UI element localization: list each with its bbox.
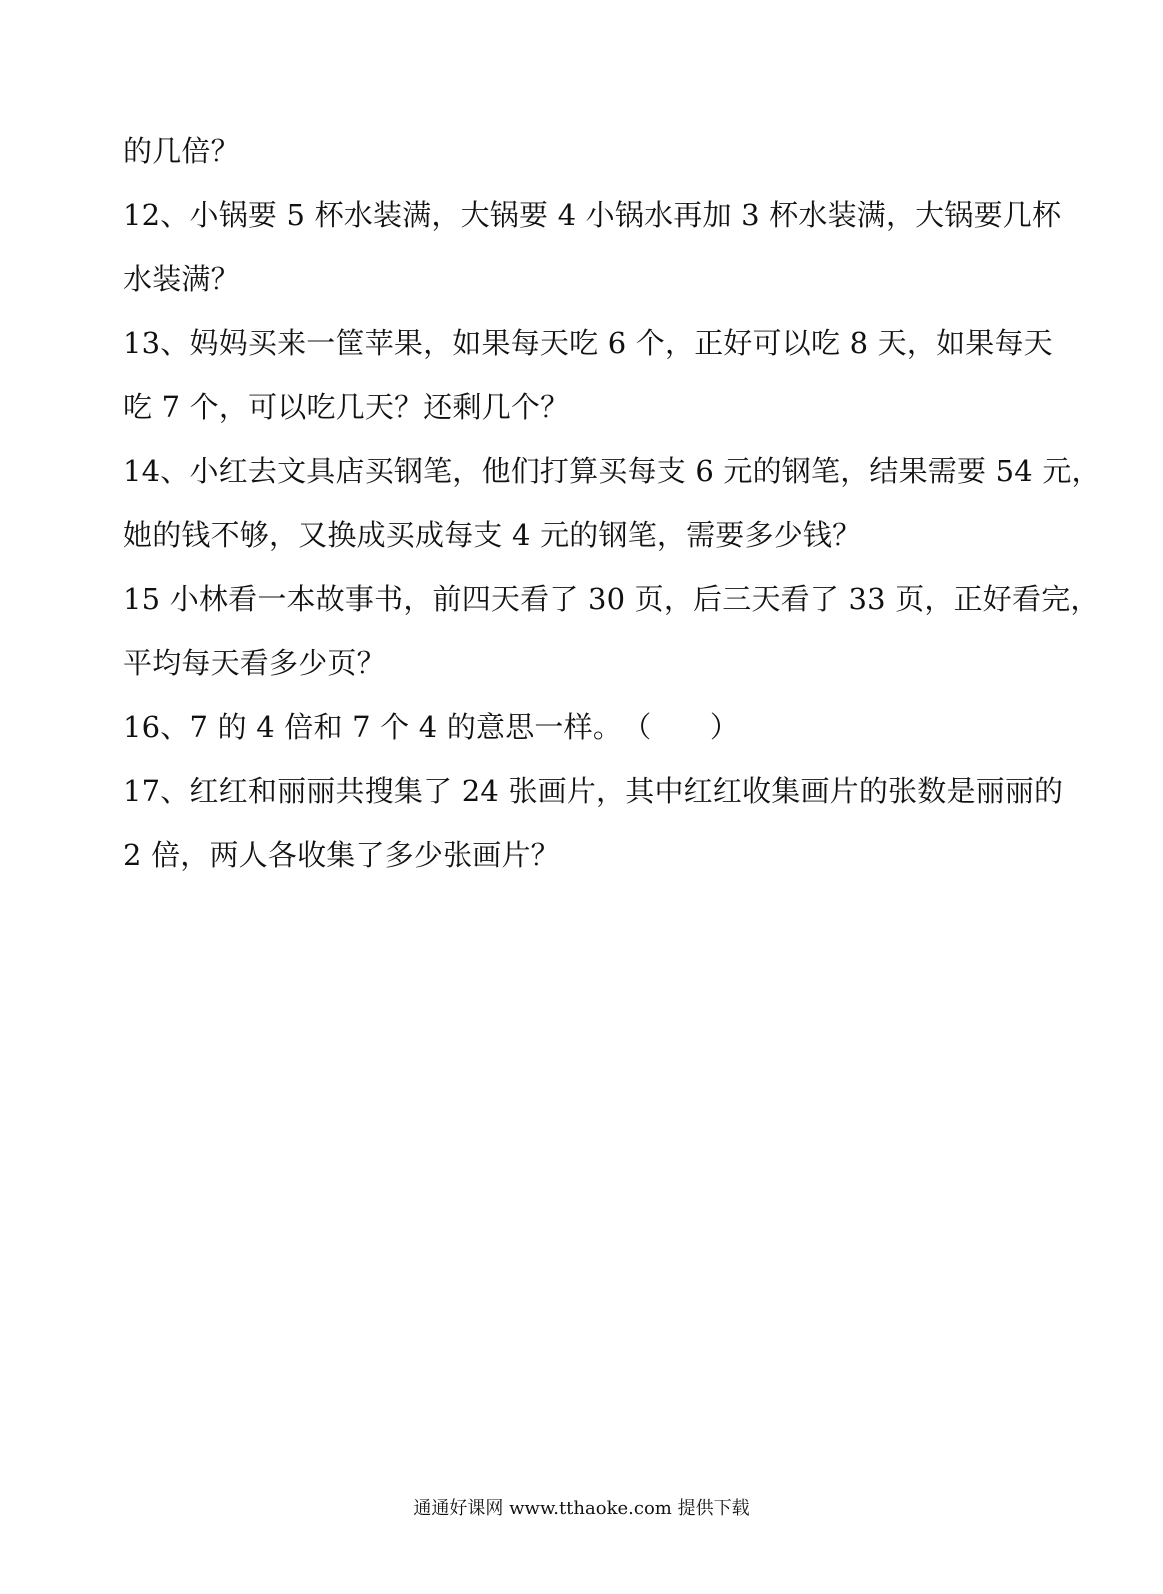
question-16-line-1: 16、7 的 4 倍和 7 个 4 的意思一样。 （ ） (123, 710, 740, 744)
question-14-line-2: 她的钱不够，又换成买成每支 4 元的钢笔，需要多少钱？ (123, 518, 862, 552)
question-17-line-2: 2 倍，两人各收集了多少张画片？ (123, 838, 560, 872)
question-12-line-1: 12、小锅要 5 杯水装满，大锅要 4 小锅水再加 3 杯水装满，大锅要几杯 (123, 198, 1062, 232)
question-17-line-1: 17、红红和丽丽共搜集了 24 张画片，其中红红收集画片的张数是丽丽的 (123, 774, 1064, 808)
question-12-line-2: 水装满？ (123, 262, 240, 296)
question-15-line-2: 平均每天看多少页？ (123, 646, 386, 680)
text-line-1: 的几倍？ (123, 134, 240, 168)
question-13-line-2: 吃 7 个，可以吃几天？还剩几个？ (123, 390, 570, 424)
question-13-line-1: 13、妈妈买来一筐苹果，如果每天吃 6 个，正好可以吃 8 天，如果每天 (123, 326, 1053, 360)
question-14-line-1: 14、小红去文具店买钢笔，他们打算买每支 6 元的钢笔，结果需要 54 元， (123, 454, 1101, 488)
question-15-line-1: 15 小林看一本故事书，前四天看了 30 页，后三天看了 33 页，正好看完， (123, 582, 1100, 616)
footer-source-text: 通通好课网 www.tthaoke.com 提供下载 (413, 1498, 750, 1519)
